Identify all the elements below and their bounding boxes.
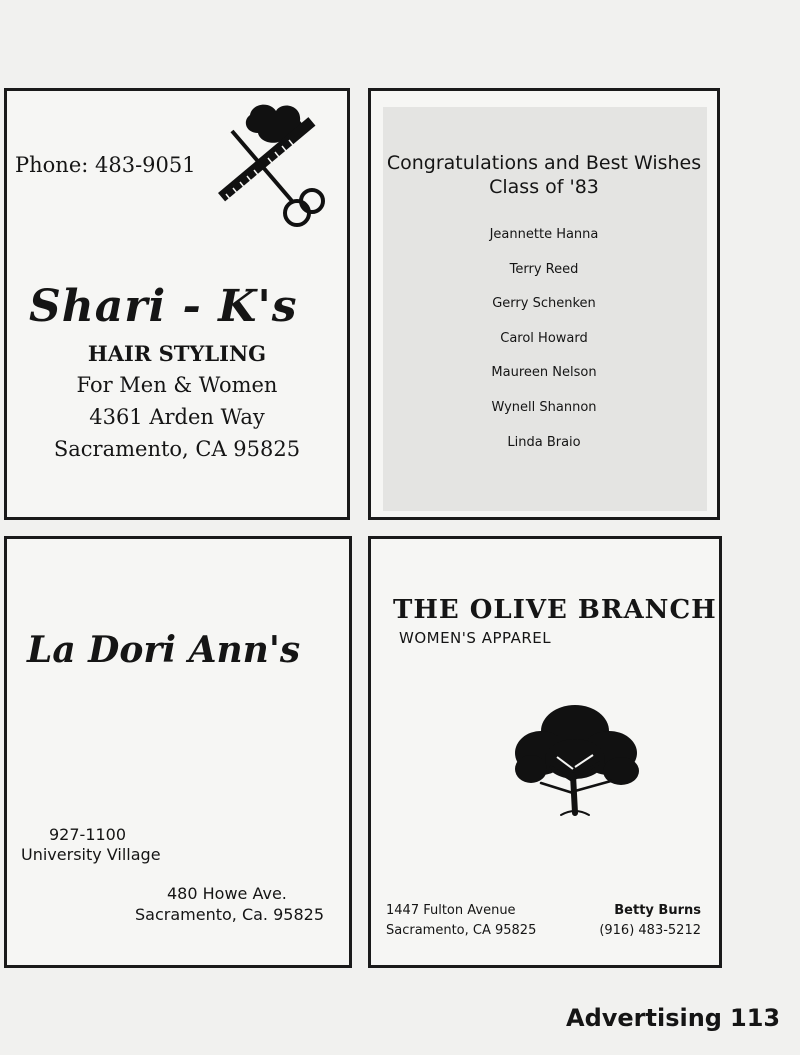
shari-phone: Phone: 483-9051: [15, 153, 196, 177]
signer-name: Wynell Shannon: [491, 399, 597, 415]
class-year: Class of '83: [489, 176, 599, 198]
shari-service: HAIR STYLING: [87, 341, 267, 366]
comb-scissors-icon: [212, 101, 332, 236]
olive-business-name: THE OLIVE BRANCH: [393, 595, 717, 625]
la-dori-anns-ad: [4, 536, 352, 968]
congrats-line: Congratulations and Best Wishes: [386, 152, 702, 174]
shari-city: Sacramento, CA 95825: [53, 437, 301, 461]
tree-icon: [511, 697, 641, 827]
olive-city: Sacramento, CA 95825: [386, 923, 537, 938]
signer-name: Terry Reed: [509, 261, 579, 277]
signer-name: Maureen Nelson: [491, 365, 597, 381]
ladori-street: 480 Howe Ave.: [167, 884, 287, 903]
shari-k-ad: [4, 88, 350, 520]
ladori-business-name: La Dori Ann's: [27, 629, 301, 671]
signers-list: [371, 223, 717, 465]
signer-name: Linda Braio: [507, 434, 581, 450]
ladori-phone: 927-1100: [49, 825, 127, 844]
page-number: 113: [730, 1004, 781, 1032]
class-of-83-ad: [368, 88, 720, 520]
page-footer: [566, 1004, 780, 1032]
olive-branch-ad: [368, 536, 722, 968]
signer-name: Jeannette Hanna: [489, 227, 599, 242]
ladori-location: University Village: [21, 845, 161, 864]
ladori-city: Sacramento, Ca. 95825: [135, 905, 324, 924]
shari-clientele: For Men & Women: [76, 373, 278, 397]
section-title: Advertising: [566, 1004, 722, 1032]
congrats-heading: [371, 151, 717, 199]
signer-name: Gerry Schenken: [492, 296, 596, 312]
olive-contact: Betty Burns: [614, 903, 701, 918]
olive-phone: (916) 483-5212: [599, 923, 701, 938]
shari-business-name: Shari - K's: [29, 281, 298, 332]
olive-street: 1447 Fulton Avenue: [386, 903, 516, 918]
signer-name: Carol Howard: [500, 330, 588, 346]
olive-subtitle: WOMEN'S APPAREL: [399, 629, 552, 647]
shari-street: 4361 Arden Way: [89, 405, 265, 429]
